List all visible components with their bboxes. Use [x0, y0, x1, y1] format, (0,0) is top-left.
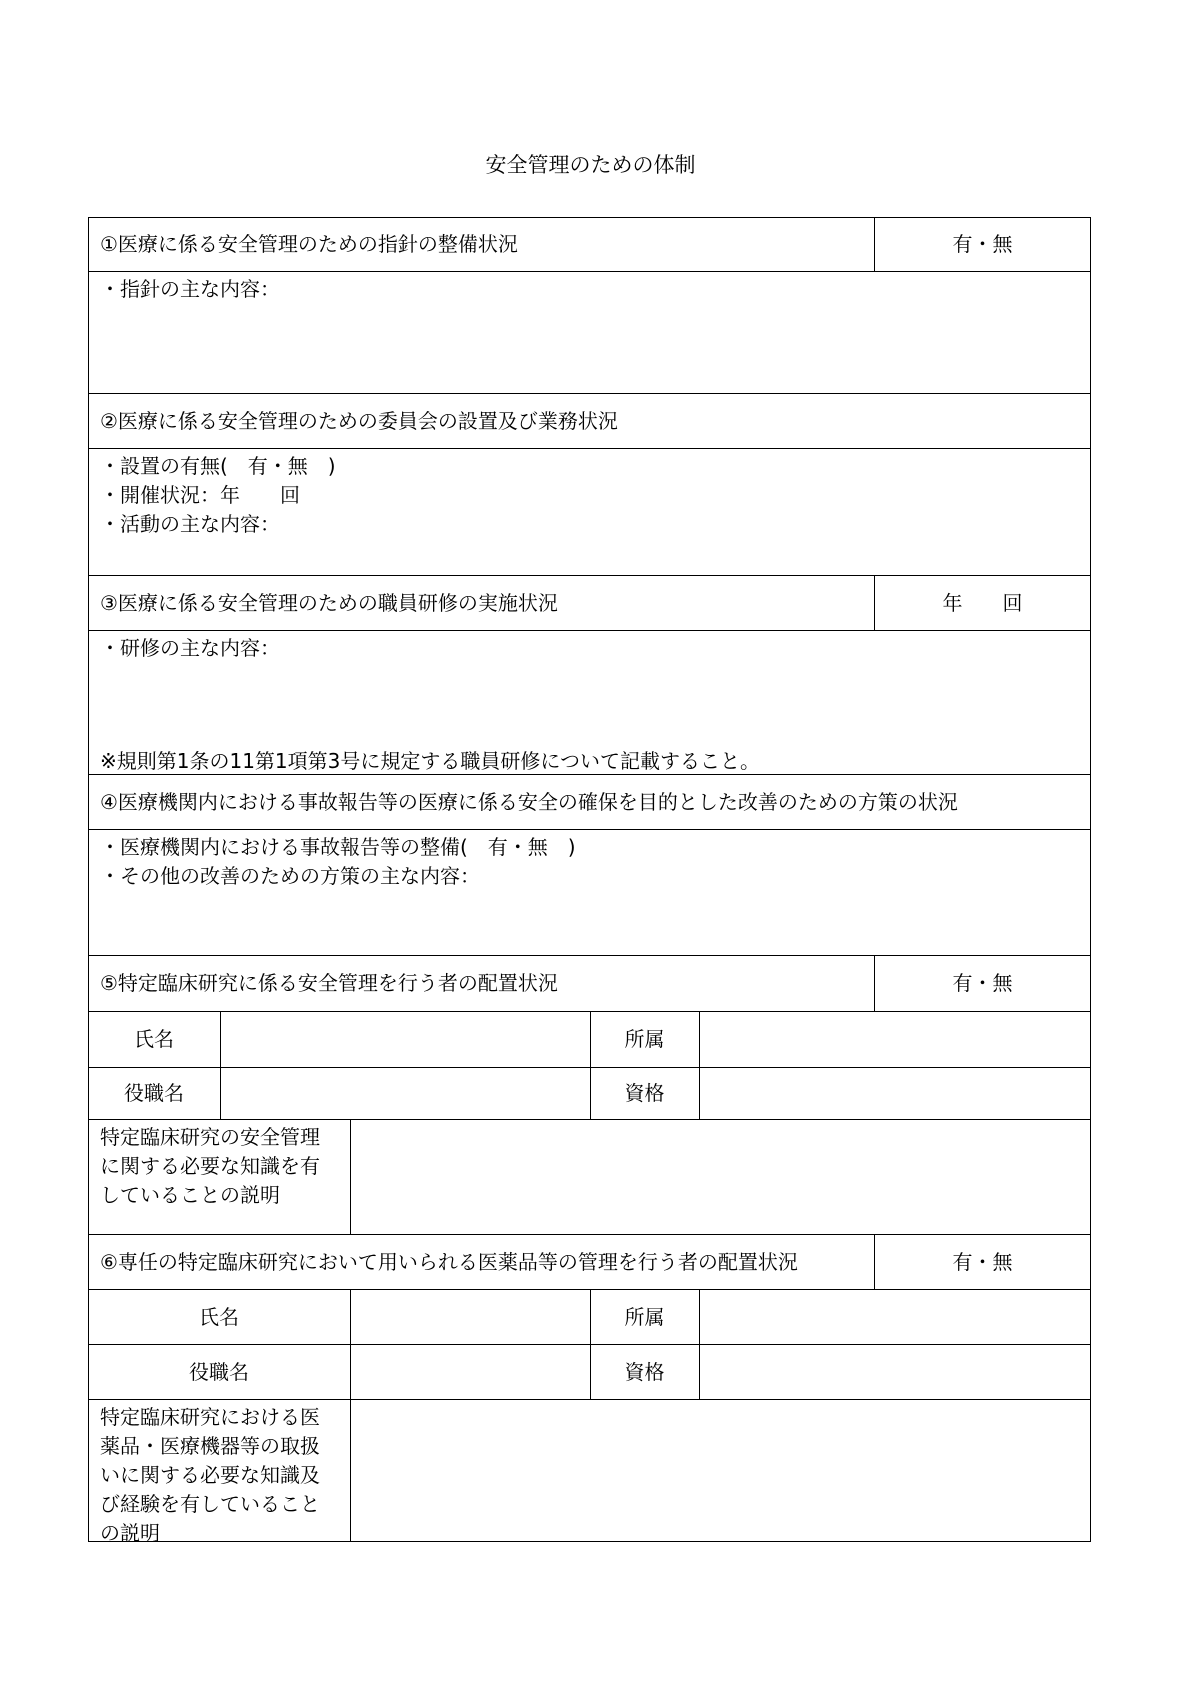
section3-status: 年 回	[942, 591, 1023, 615]
divider	[88, 1399, 1091, 1400]
section6-knowledge-line: 特定臨床研究における医	[100, 1405, 320, 1429]
section1-content-label: ・指針の主な内容：	[100, 277, 280, 301]
divider	[220, 1011, 221, 1119]
section2-setup-line: ・設置の有無( 有・無 )	[100, 454, 336, 478]
section6-header: ⑥専任の特定臨床研究において用いられる医薬品等の管理を行う者の配置状況	[100, 1250, 798, 1274]
section6-knowledge-line: 薬品・医療機器等の取扱	[100, 1434, 320, 1458]
page-title: 安全管理のための体制	[485, 153, 696, 177]
section6-name-label: 氏名	[199, 1305, 239, 1329]
section5-affiliation-label: 所属	[624, 1027, 665, 1051]
section5-position-label: 役職名	[124, 1081, 184, 1105]
section6-knowledge-line: いに関する必要な知識及	[100, 1463, 320, 1487]
divider	[350, 1119, 351, 1234]
section4-header: ④医療機関内における事故報告等の医療に係る安全の確保を目的とした改善のための方策の状況	[100, 790, 958, 814]
section4-reporting-line: ・医療機関内における事故報告等の整備( 有・無 )	[100, 835, 576, 859]
divider	[88, 448, 1091, 449]
section5-header: ⑤特定臨床研究に係る安全管理を行う者の配置状況	[100, 971, 558, 995]
divider	[350, 1289, 351, 1542]
section3-note: ※規則第1条の11第1項第3号に規定する職員研修について記載すること。	[100, 749, 760, 773]
section5-knowledge-line: していることの説明	[100, 1183, 280, 1207]
divider	[88, 955, 1091, 956]
section6-knowledge-label	[100, 1403, 345, 1548]
section2-meeting-line: ・開催状況：年 回	[100, 483, 300, 507]
divider	[88, 1119, 1091, 1120]
divider	[699, 1289, 700, 1399]
section4-measures-label: ・その他の改善のための方策の主な内容：	[100, 864, 480, 888]
divider	[88, 829, 1091, 830]
divider	[88, 575, 1091, 576]
section5-knowledge-line: に関する必要な知識を有	[100, 1154, 320, 1178]
section5-name-label: 氏名	[134, 1027, 174, 1051]
divider	[88, 393, 1091, 394]
section6-status: 有・無	[952, 1250, 1013, 1274]
divider	[88, 630, 1091, 631]
section5-knowledge-line: 特定臨床研究の安全管理	[100, 1125, 320, 1149]
section5-status: 有・無	[952, 971, 1013, 995]
section2-activity-label: ・活動の主な内容：	[100, 512, 280, 536]
section3-header: ③医療に係る安全管理のための職員研修の実施状況	[100, 591, 558, 615]
section1-header: ①医療に係る安全管理のための指針の整備状況	[100, 232, 518, 256]
section6-knowledge-line: び経験を有していること	[100, 1492, 320, 1516]
divider	[699, 1011, 700, 1119]
safety-management-form	[88, 217, 1091, 1545]
section6-qualification-label: 資格	[624, 1360, 665, 1384]
section5-knowledge-label	[100, 1123, 345, 1210]
section2-header: ②医療に係る安全管理のための委員会の設置及び業務状況	[100, 409, 618, 433]
section6-position-label: 役職名	[189, 1360, 249, 1384]
section1-status: 有・無	[952, 232, 1013, 256]
divider	[88, 1234, 1091, 1235]
section6-knowledge-line: の説明	[100, 1521, 160, 1545]
section5-qualification-label: 資格	[624, 1081, 665, 1105]
divider	[88, 271, 1091, 272]
section3-content-label: ・研修の主な内容：	[100, 636, 280, 660]
section6-affiliation-label: 所属	[624, 1305, 665, 1329]
